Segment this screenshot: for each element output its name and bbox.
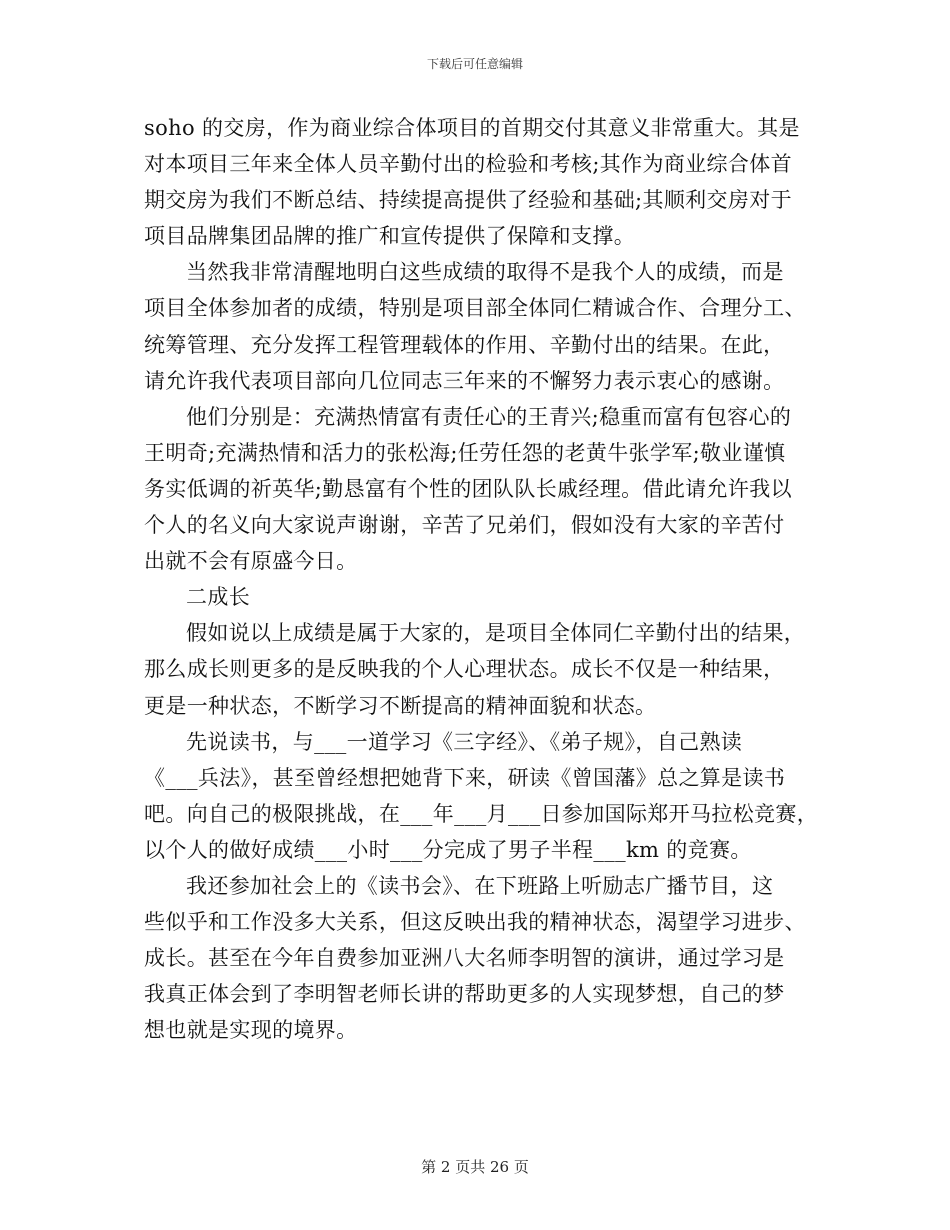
text-line: 请允许我代表项目部向几位同志三年来的不懈努力表示衷心的感谢。: [144, 368, 785, 393]
page-header: 下载后可任意编辑: [426, 57, 523, 71]
text-line: 项目品牌集团品牌的推广和宣传提供了保障和支撑。: [144, 224, 636, 249]
paragraph: [144, 254, 814, 398]
text-line: 想也就是实现的境界。: [144, 1018, 358, 1043]
text-line: 项目全体参加者的成绩，特别是项目部全体同仁精诚合作、合理分工、: [144, 296, 806, 321]
paragraph: [144, 399, 814, 579]
paragraph: [144, 110, 814, 254]
text-line: 假如说以上成绩是属于大家的，是项目全体同仁辛勤付出的结果，: [186, 621, 806, 646]
text-line: 先说读书，与___一道学习《三字经》、《弟子规》，自己熟读: [186, 729, 743, 754]
text-line: soho 的交房，作为商业综合体项目的首期交付其意义非常重大。其是: [144, 116, 800, 140]
paragraph: [144, 724, 819, 868]
text-line: 些似乎和工作没多大关系，但这反映出我的精神状态，渴望学习进步、: [144, 910, 806, 935]
paragraph: [144, 615, 814, 723]
text-line: 二成长: [186, 585, 251, 610]
text-line: 个人的名义向大家说声谢谢，辛苦了兄弟们，假如没有大家的辛苦付: [144, 513, 785, 538]
text-line: 统筹管理、充分发挥工程管理载体的作用、辛勤付出的结果。在此，: [144, 332, 785, 357]
text-line: 成长。甚至在今年自费参加亚洲八大名师李明智的演讲，通过学习是: [144, 946, 785, 971]
text-line: 以个人的做好成绩___小时___分完成了男子半程___km 的竞赛。: [144, 837, 752, 862]
paragraph: [144, 579, 814, 615]
text-line: 更是一种状态，不断学习不断提高的精神面貌和状态。: [144, 693, 657, 718]
text-line: 我还参加社会上的《读书会》、在下班路上听励志广播节目，这: [186, 873, 774, 898]
page-footer: 第 2 页共 26 页: [421, 1158, 529, 1176]
text-line: 出就不会有原盛今日。: [144, 549, 358, 574]
text-line: 当然我非常清醒地明白这些成绩的取得不是我个人的成绩，而是: [186, 260, 784, 285]
text-line: 对本项目三年来全体人员辛勤付出的检验和考核;其作为商业综合体首: [144, 152, 792, 177]
text-line: 吧。向自己的极限挑战，在___年___月___日参加国际郑开马拉松竞赛，: [144, 801, 819, 826]
text-line: 王明奇;充满热情和活力的张松海;任劳任怨的老黄牛张学军;敬业谨慎: [144, 440, 786, 465]
text-line: 那么成长则更多的是反映我的个人心理状态。成长不仅是一种结果，: [144, 657, 785, 682]
text-line: 他们分别是：充满热情富有责任心的王青兴;稳重而富有包容心的: [186, 404, 792, 429]
text-line: 务实低调的祈英华;勤恳富有个性的团队队长戚经理。借此请允许我以: [144, 476, 792, 501]
text-line: 我真正体会到了李明智老师长讲的帮助更多的人实现梦想，自己的梦: [144, 982, 785, 1007]
paragraph: [144, 868, 814, 1048]
text-line: 期交房为我们不断总结、持续提高提供了经验和基础;其顺利交房对于: [144, 188, 792, 213]
text-line: 《___兵法》，甚至曾经想把她背下来，研读《曾国藩》总之算是读书: [144, 765, 786, 790]
document-body: [144, 110, 819, 1048]
